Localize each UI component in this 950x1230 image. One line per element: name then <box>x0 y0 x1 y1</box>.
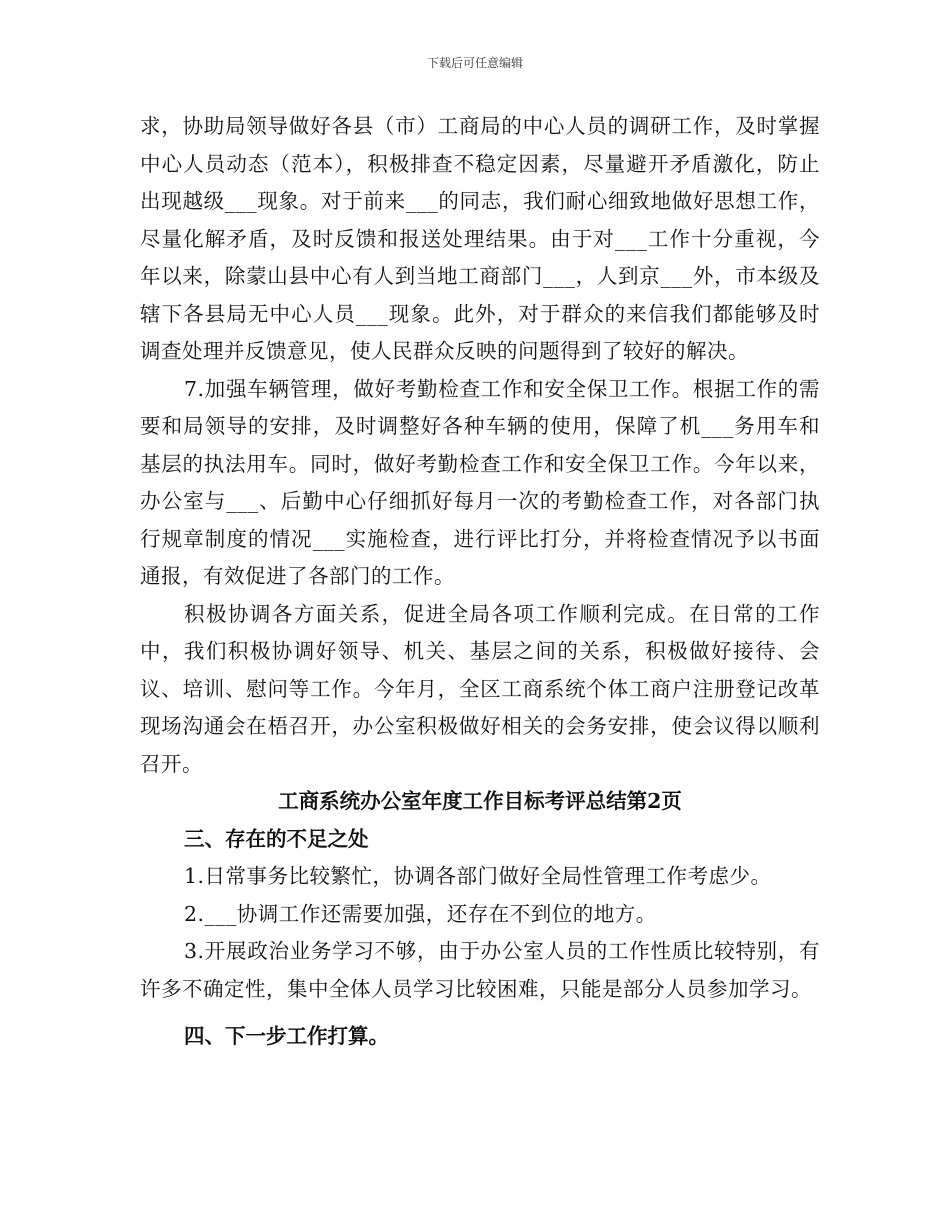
list-item: 3.开展政治业务学习不够，由于办公室人员的工作性质比较特别，有许多不确定性，集中全体人员学习比较困难，只能是部分人员参加学习。 <box>140 939 820 1001</box>
page-title: 工商系统办公室年度工作目标考评总结第2页 <box>278 789 682 813</box>
paragraph-coordination: 求，协助局领导做好各县（市）工商局的中心人员的调研工作，及时掌握中心人员动态（范本），积极排查不稳定因素，尽量避开矛盾激化，防止出现越级___现象。对于前来___的同志，我们耐心细致地做好思想工作，尽量化解矛盾，及时反馈和报送处理结果。由于对___工作十分重视，今年以来，除蒙山县中心有人到当地工商部门___，人到京___外，市本级及辖下各县局无中心人员___现象。此外，对于群众的来信我们都能够及时调查处理并反馈意见，使人民群众反映的问题得到了较好的解决。 <box>140 114 820 363</box>
paragraph-vehicle-management: 7.加强车辆管理，做好考勤检查工作和安全保卫工作。根据工作的需要和局领导的安排，及时调整好各种车辆的使用，保障了机___务用车和基层的执法用车。同时，做好考勤检查工作和安全保卫工作。今年以来，办公室与___、后勤中心仔细抓好每月一次的考勤检查工作，对各部门执行规章制度的情况___实施检查，进行评比打分，并将检查情况予以书面通报，有效促进了各部门的工作。 <box>140 376 820 588</box>
paragraph-relations: 积极协调各方面关系，促进全局各项工作顺利完成。在日常的工作中，我们积极协调好领导、机关、基层之间的关系，积极做好接待、会议、培训、慰问等工作。今年月，全区工商系统个体工商户注册登记改革现场沟通会在梧召开，办公室积极做好相关的会务安排，使会议得以顺利召开。 <box>140 601 820 776</box>
page-header: 下载后可任意编辑 <box>426 56 523 70</box>
document-body <box>140 108 820 1056</box>
list-item: 2.___协调工作还需要加强，还存在不到位的地方。 <box>184 901 657 926</box>
section-heading-shortcomings: 三、存在的不足之处 <box>184 826 369 851</box>
section-heading-next-steps: 四、下一步工作打算。 <box>184 1024 389 1048</box>
list-item: 1.日常事务比较繁忙，协调各部门做好全局性管理工作考虑少。 <box>184 864 772 888</box>
